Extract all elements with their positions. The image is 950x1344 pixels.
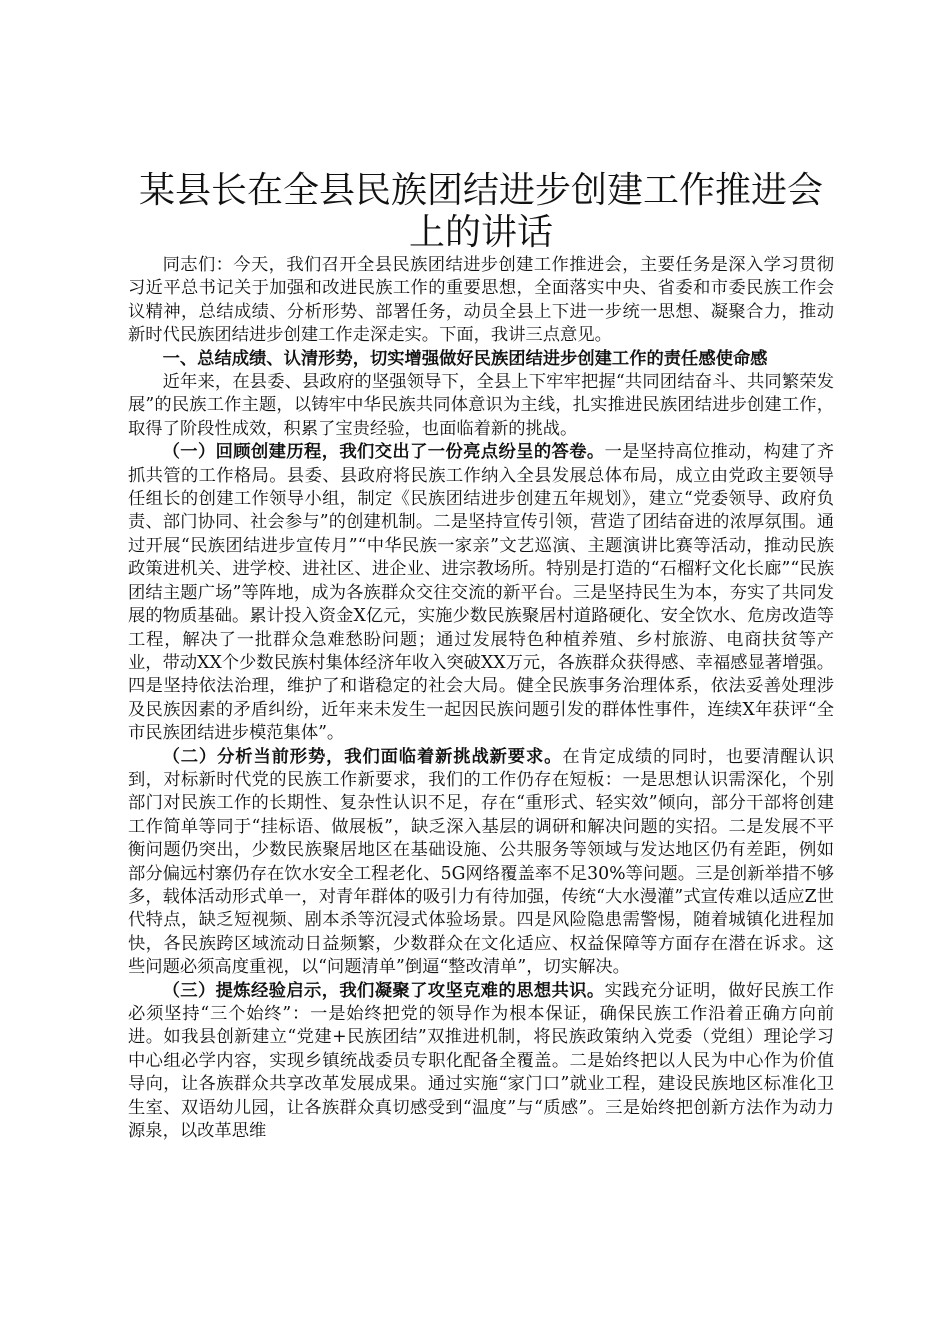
subsection-3-body: 实践充分证明，做好民族工作必须坚持“三个始终”：一是始终把党的领导作为根本保证，确保民族工作沿着正确方向前进。如我县创新建立“党建+民族团结”双推进机制，将民族政策纳入党委（党组）理论学习中心组必学内容，实现乡镇统战委员专职化配备全覆盖。二是始终把以人民为中心作为价值导向，让各族群众共享改革发展成果。通过实施“家门口”就业工程，建设民族地区标准化卫生室、双语幼儿园，让各族群众真切感受到“温度”与“质感”。三是始终把创新方法作为动力源泉，以改革思维 bbox=[128, 980, 834, 1142]
subsection-1-lead: （一）回顾创建历程，我们交出了一份亮点纷呈的答卷。 bbox=[162, 442, 605, 463]
section-1-intro-paragraph: 近年来，在县委、县政府的坚强领导下，全县上下牢牢把握“共同团结奋斗、共同繁荣发展”的民族工作主题，以铸牢中华民族共同体意识为主线，扎实推进民族团结进步创建工作，取得了阶段性成效，积累了宝贵经验，也面临着新的挑战。 bbox=[128, 372, 834, 439]
subsection-2-body: 在肯定成绩的同时，也要清醒认识到，对标新时代党的民族工作新要求，我们的工作仍存在短板：一是思想认识需深化，个别部门对民族工作的长期性、复杂性认识不足，存在“重形式、轻实效”倾向，部分干部将创建工作简单等同于“挂标语、做展板”，缺乏深入基层的调研和解决问题的实招。二是发展不平衡问题仍突出，少数民族聚居地区在基础设施、公共服务等领域与发达地区仍有差距，例如部分偏远村寨仍存在饮水安全工程老化、5G网络覆盖率不足30%等问题。三是创新举措不够多，载体活动形式单一，对青年群体的吸引力有待加强，传统“大水漫灌”式宣传难以适应Z世代特点，缺乏短视频、剧本杀等沉浸式体验场景。四是风险隐患需警惕，随着城镇化进程加快，各民族跨区域流动日益频繁，少数群众在文化适应、权益保障等方面存在潜在诉求。这些问题必须高度重视，以“问题清单”倒逼“整改清单”，切实解决。 bbox=[128, 746, 834, 978]
section-1-heading: 一、总结成绩、认清形势，切实增强做好民族团结进步创建工作的责任感使命感 bbox=[162, 348, 768, 369]
subsection-1-paragraph bbox=[128, 441, 834, 745]
subsection-1-body: 一是坚持高位推动，构建了齐抓共管的工作格局。县委、县政府将民族工作纳入全县发展总体布局，成立由党政主要领导任组长的创建工作领导小组，制定《民族团结进步创建五年规划》，建立“党委领导、政府负责、部门协同、社会参与”的创建机制。二是坚持宣传引领，营造了团结奋进的浓厚氛围。通过开展“民族团结进步宣传月”“中华民族一家亲”文艺巡演、主题演讲比赛等活动，推动民族政策进机关、进学校、进社区、进企业、进宗教场所。特别是打造的“石榴籽文化长廊”“民族团结主题广场”等阵地，成为各族群众交往交流的新平台。三是坚持民生为本，夯实了共同发展的物质基础。累计投入资金X亿元，实施少数民族聚居村道路硬化、安全饮水、危房改造等工程，解决了一批群众急难愁盼问题；通过发展特色种植养殖、乡村旅游、电商扶贫等产业，带动XX个少数民族村集体经济年收入突破XX万元，各族群众获得感、幸福感显著增强。四是坚持依法治理，维护了和谐稳定的社会大局。健全民族事务治理体系，依法妥善处理涉及民族因素的矛盾纠纷，近年来未发生一起因民族问题引发的群体性事件，连续X年获评“全市民族团结进步模范集体”。 bbox=[128, 442, 834, 744]
intro-paragraph: 同志们：今天，我们召开全县民族团结进步创建工作推进会，主要任务是深入学习贯彻习近平总书记关于加强和改进民族工作的重要思想，全面落实中央、省委和市委民族工作会议精神，总结成绩、分析形势、部署任务，动员全县上下进一步统一思想、凝聚合力，推动新时代民族团结进步创建工作走深走实。下面，我讲三点意见。 bbox=[128, 255, 834, 346]
document-title: 某县长在全县民族团结进步创建工作推进会上的讲话 bbox=[138, 170, 823, 253]
subsection-3-paragraph bbox=[128, 980, 834, 1144]
subsection-2-lead: （二）分析当前形势，我们面临着新挑战新要求。 bbox=[162, 746, 563, 767]
subsection-3-lead: （三）提炼经验启示，我们凝聚了攻坚克难的思想共识。 bbox=[162, 980, 605, 1001]
subsection-2-paragraph bbox=[128, 746, 834, 980]
document-page bbox=[128, 170, 834, 1143]
